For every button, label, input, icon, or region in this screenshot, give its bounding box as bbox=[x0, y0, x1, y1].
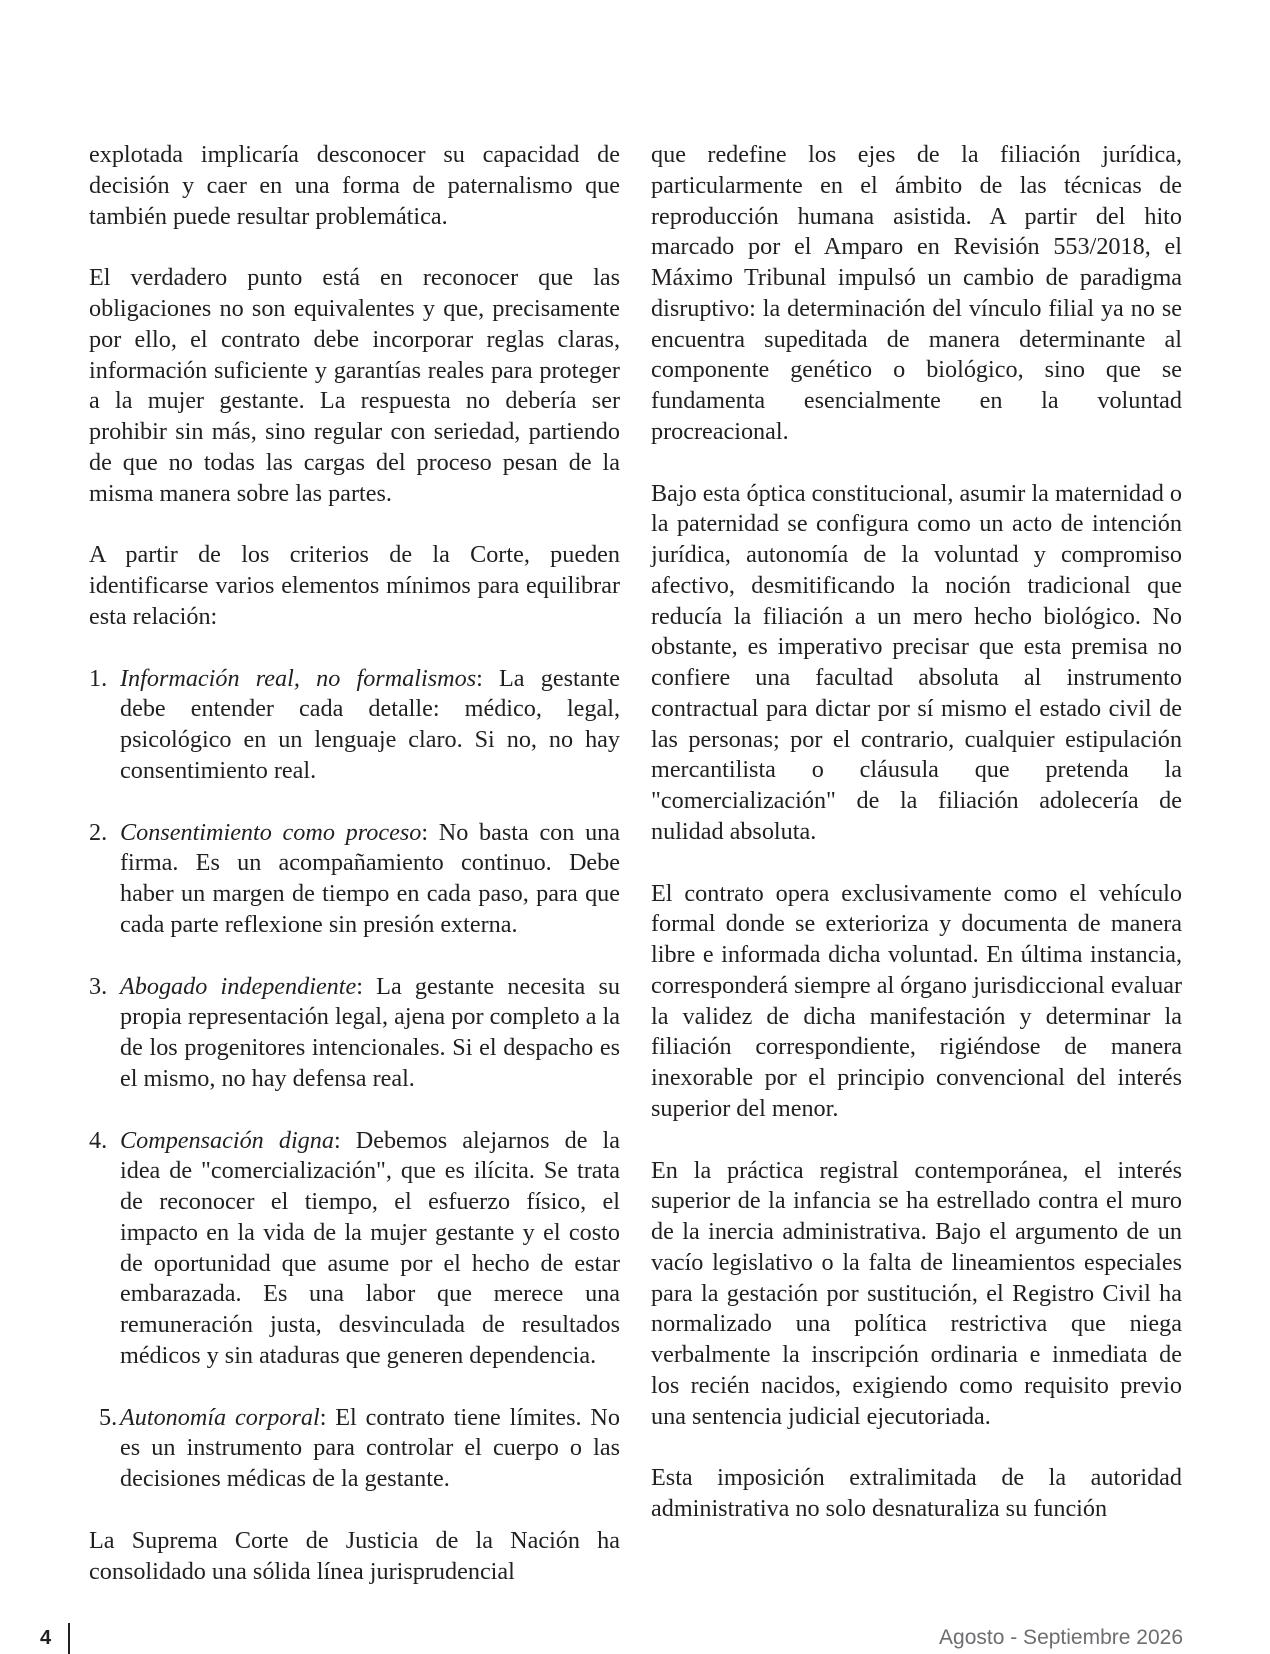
list-number: 1. bbox=[89, 664, 108, 692]
criterion-term: Compensación digna bbox=[120, 1126, 334, 1154]
criterion-term: Abogado independiente bbox=[120, 972, 357, 1000]
list-item bbox=[89, 664, 620, 787]
list-item bbox=[89, 1403, 620, 1495]
footer-divider bbox=[68, 1623, 70, 1654]
page-number: 4 bbox=[40, 1627, 52, 1649]
criterion-text: : El contrato tiene límites. No es un instrumento para controlar el cuerpo o las decisiones médicas de la gestante. bbox=[120, 1403, 620, 1492]
criterion-text: : Debemos alejarnos de la idea de "comercialización", que es ilícita. Se trata de reconocer el tiempo, el esfuerzo físico, el impacto en la vida de la mujer gestante y el costo de oportunidad que asume por el hecho de estar embarazada. Es una labor que merece una remuneración justa, desvinculada de resultados médicos y sin ataduras que generen dependencia. bbox=[120, 1126, 620, 1369]
list-item bbox=[89, 818, 620, 941]
list-number: 2. bbox=[89, 818, 108, 846]
paragraph: explotada implicaría desconocer su capacidad de decisión y caer en una forma de paternalismo que también puede resultar problemática. bbox=[89, 141, 620, 230]
list-number: 3. bbox=[89, 972, 108, 1000]
paragraph: Bajo esta óptica constitucional, asumir la maternidad o la paternidad se configura como un acto de intención jurídica, autonomía de la voluntad y compromiso afectivo, desmitificando la noción tradicional que reducía la filiación a un mero hecho biológico. No obstante, es imperativo precisar que esta premisa no confiere una facultad absoluta al instrumento contractual para dictar por sí mismo el estado civil de las personas; por el contrario, cualquier estipulación mercantilista o cláusula que pretenda la "comercialización" de la filiación adolecería de nulidad absoluta. bbox=[651, 479, 1182, 845]
list-number: 4. bbox=[89, 1126, 108, 1154]
paragraph: A partir de los criterios de la Corte, pueden identificarse varios elementos mínimos para equilibrar esta relación: bbox=[89, 541, 620, 630]
issue-date: Agosto - Septiembre 2026 bbox=[939, 1626, 1183, 1649]
list-item bbox=[89, 972, 620, 1095]
paragraph: Esta imposición extralimitada de la autoridad administrativa no solo desnaturaliza su función bbox=[651, 1464, 1182, 1522]
list-item bbox=[89, 1126, 620, 1372]
right-column bbox=[651, 140, 1182, 1556]
criterion-text: : La gestante debe entender cada detalle: médico, legal, psicológico en un lenguaje claro. Si no, no hay consentimiento real. bbox=[120, 664, 620, 784]
criterion-text: : La gestante necesita su propia representación legal, ajena por completo a la de los progenitores intencionales. Si el despacho es el mismo, no hay defensa real. bbox=[120, 972, 620, 1092]
paragraph: El contrato opera exclusivamente como el vehículo formal donde se exterioriza y documenta de manera libre e informada dicha voluntad. En última instancia, corresponderá siempre al órgano jurisdiccional evaluar la validez de dicha manifestación y determinar la filiación correspondiente, rigiéndose de manera inexorable por el principio convencional del interés superior del menor. bbox=[651, 879, 1182, 1122]
criterion-term: Consentimiento como proceso bbox=[120, 818, 422, 846]
criteria-list bbox=[89, 664, 620, 1495]
paragraph: El verdadero punto está en reconocer que las obligaciones no son equivalentes y que, precisamente por ello, el contrato debe incorporar reglas claras, información suficiente y garantías reales para proteger a la mujer gestante. La respuesta no debería ser prohibir sin más, sino regular con seriedad, partiendo de que no todas las cargas del proceso pesan de la misma manera sobre las partes. bbox=[89, 264, 620, 507]
paragraph: En la práctica registral contemporánea, el interés superior de la infancia se ha estrellado contra el muro de la inercia administrativa. Bajo el argumento de un vacío legislativo o la falta de lineamientos especiales para la gestación por sustitución, el Registro Civil ha normalizado una política restrictiva que niega verbalmente la inscripción ordinaria e inmediata de los recién nacidos, exigiendo como requisito previo una sentencia judicial ejecutoriada. bbox=[651, 1156, 1182, 1430]
list-number: 5. bbox=[99, 1403, 118, 1431]
paragraph: La Suprema Corte de Justicia de la Nación ha consolidado una sólida línea jurisprudencial bbox=[89, 1526, 620, 1585]
left-column bbox=[89, 140, 620, 1618]
criterion-term: Información real, no formalismos bbox=[120, 664, 477, 692]
criterion-term: Autonomía corporal bbox=[120, 1403, 320, 1431]
paragraph: que redefine los ejes de la filiación jurídica, particularmente en el ámbito de las técnicas de reproducción humana asistida. A partir del hito marcado por el Amparo en Revisión 553/2018, el Máximo Tribunal impulsó un cambio de paradigma disruptivo: la determinación del vínculo filial ya no se encuentra supeditada de manera determinante al componente genético o biológico, sino que se fundamenta esencialmente en la voluntad procreacional. bbox=[651, 141, 1182, 445]
criterion-text: : No basta con una firma. Es un acompañamiento continuo. Debe haber un margen de tiempo en cada paso, para que cada parte reflexione sin presión externa. bbox=[120, 818, 620, 938]
